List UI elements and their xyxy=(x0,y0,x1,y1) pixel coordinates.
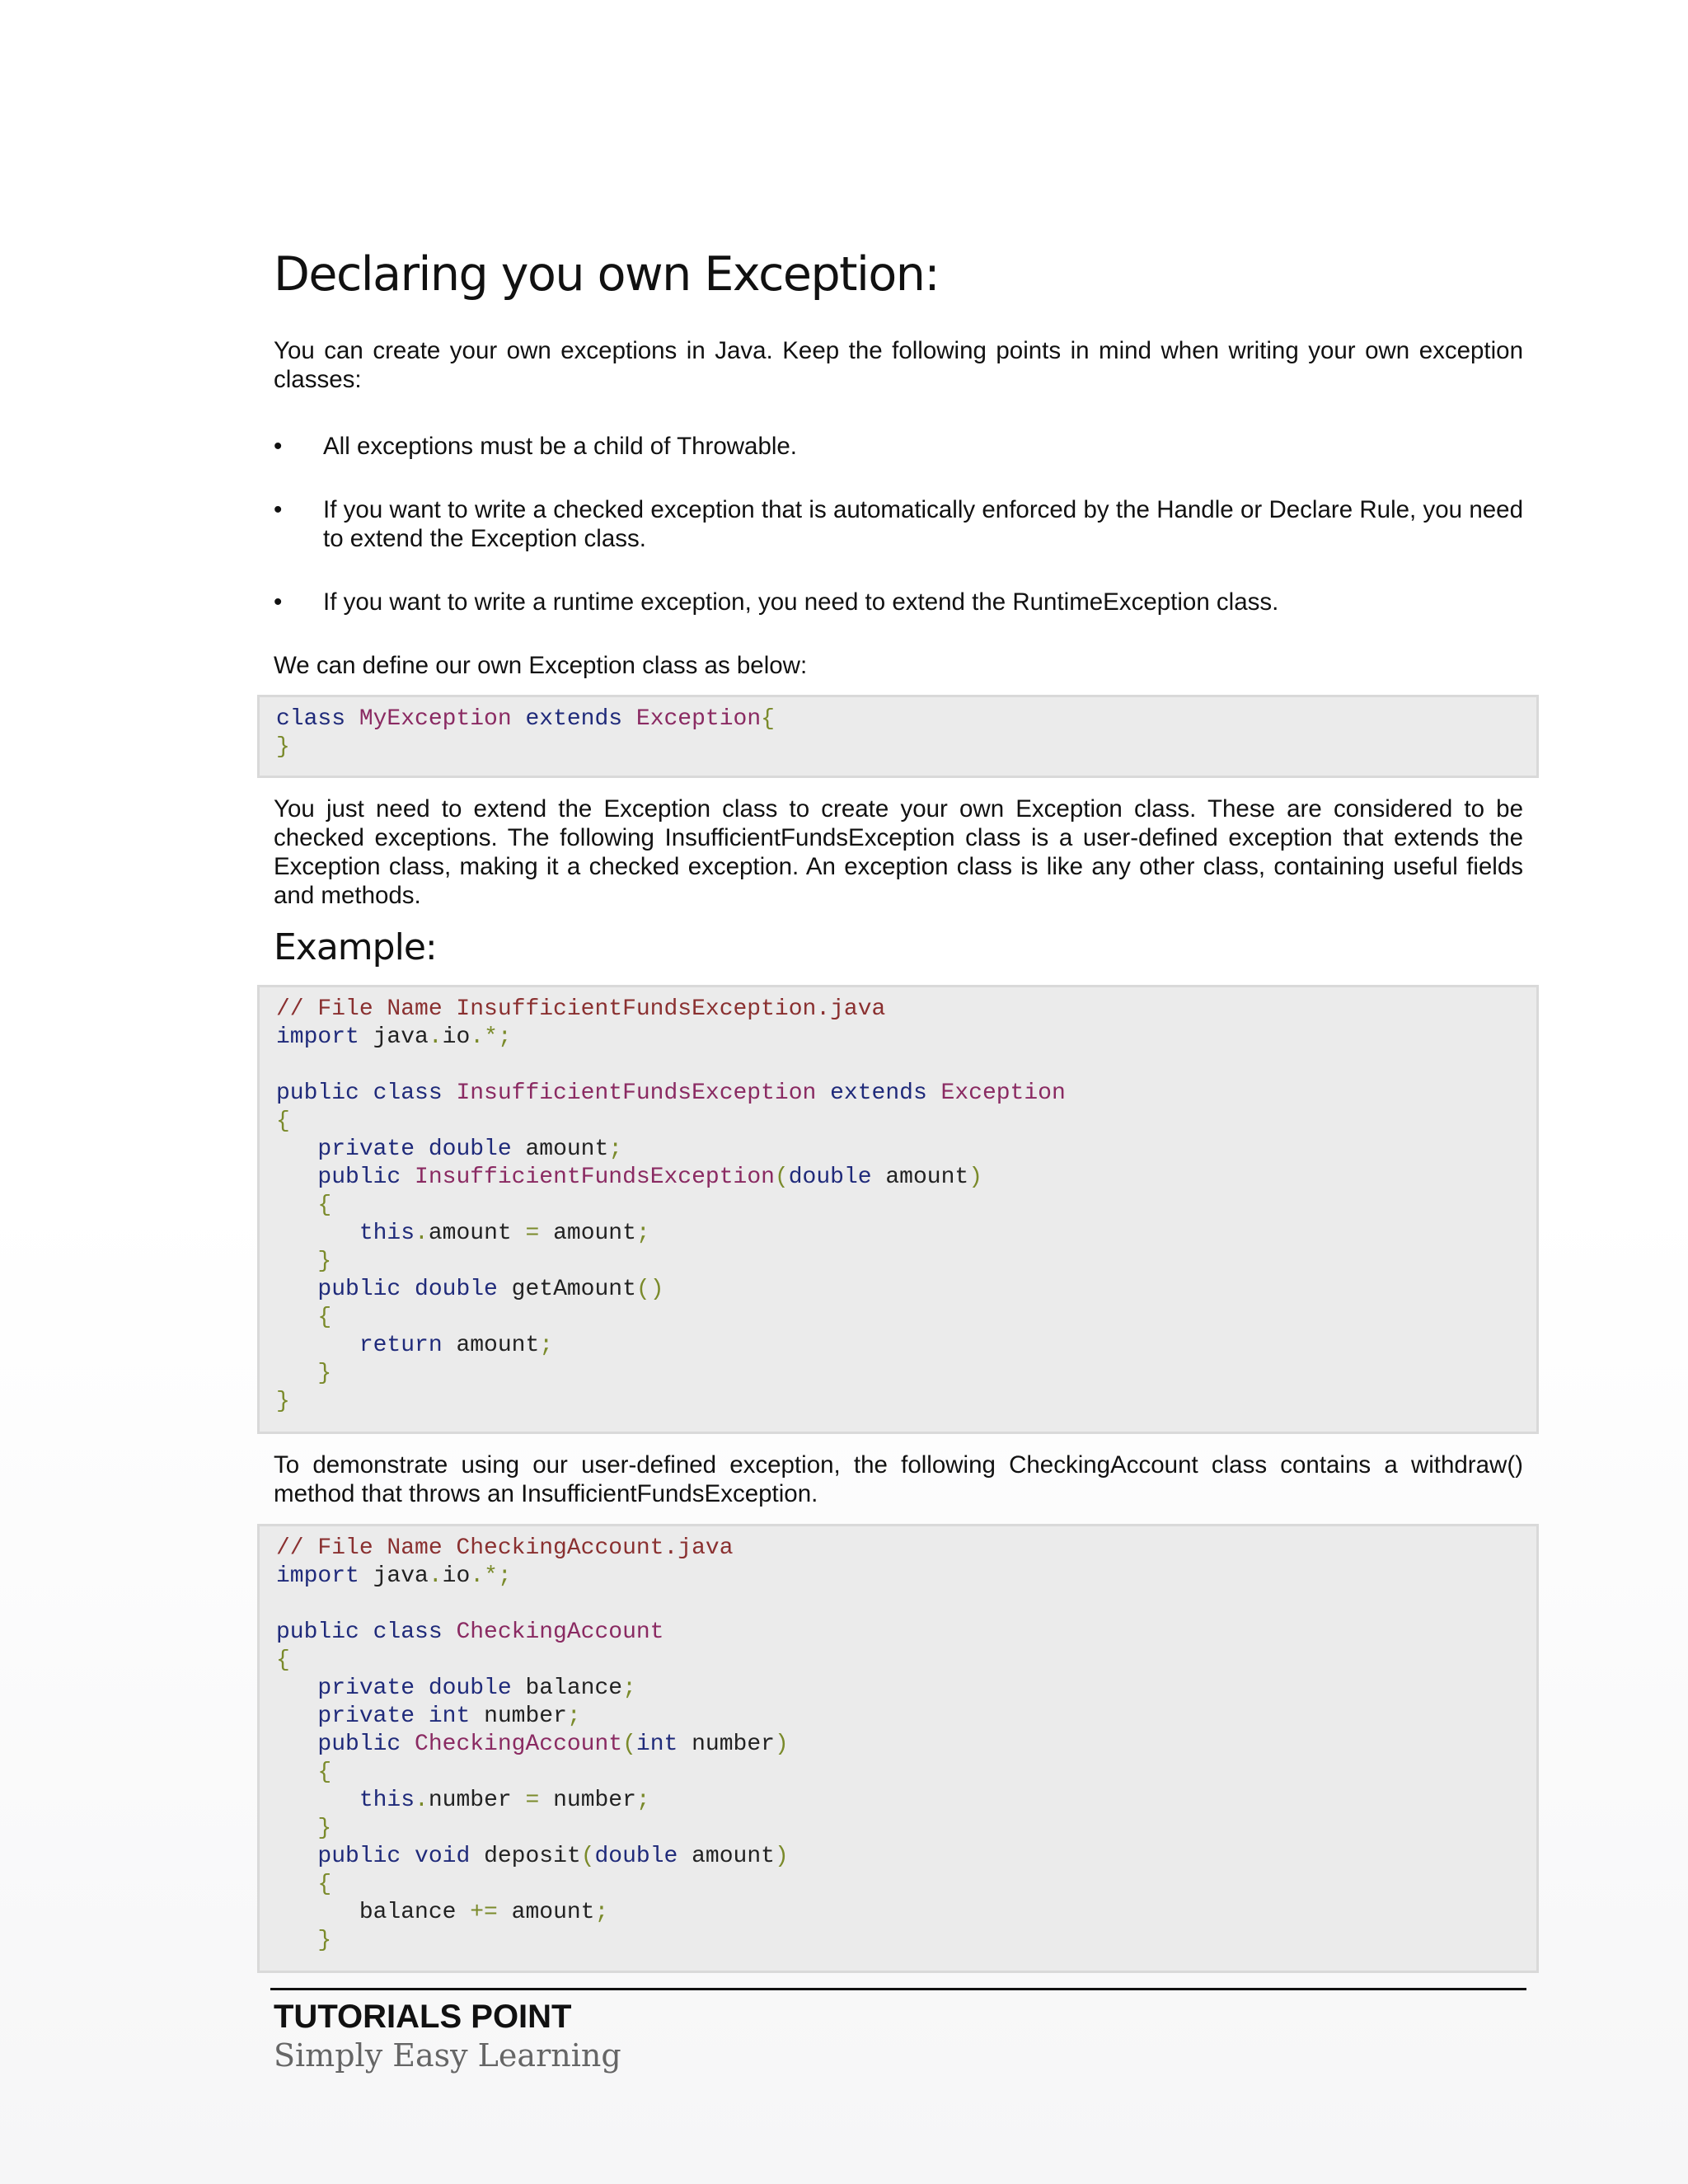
code-token: public double xyxy=(317,1277,512,1302)
code-block-checkingaccount xyxy=(257,1524,1539,1973)
code-token xyxy=(276,1137,317,1162)
code-line xyxy=(276,1360,1536,1388)
list-item xyxy=(274,495,1523,553)
code-token: io xyxy=(442,1563,471,1589)
code-token: ) xyxy=(774,1732,789,1757)
code-token: } xyxy=(317,1361,332,1386)
code-token: += xyxy=(470,1900,512,1925)
code-token: double xyxy=(594,1844,692,1869)
code-token: InsufficientFundsException xyxy=(415,1165,775,1190)
code-token xyxy=(276,1928,317,1953)
code-token: public class xyxy=(276,1619,457,1645)
code-token: } xyxy=(276,1389,290,1414)
explain-paragraph: You just need to extend the Exception class to create your own Exception class. These are considered to be checked exceptions. The following InsufficientFundsException class is a user-defined exception that extends the Exception class, making it a checked exception. An exception class is like any other class, containing useful fields and methods. xyxy=(274,795,1523,909)
code-token: private double xyxy=(317,1675,526,1701)
code-token xyxy=(276,1788,359,1813)
define-paragraph: We can define our own Exception class as below: xyxy=(274,652,808,679)
code-token: ; xyxy=(539,1333,554,1358)
code-token: = xyxy=(525,1221,554,1246)
code-token: ; xyxy=(608,1137,623,1162)
code-line xyxy=(276,1248,1536,1276)
code-token: private double xyxy=(317,1137,526,1162)
code-token: deposit xyxy=(484,1844,581,1869)
footer-tagline: Simply Easy Learning xyxy=(274,2037,621,2074)
code-token: import xyxy=(276,1024,373,1050)
code-token: .*; xyxy=(470,1024,512,1050)
code-line xyxy=(276,1192,1536,1220)
code-token xyxy=(276,1732,317,1757)
code-line xyxy=(276,1136,1536,1164)
code-token: io xyxy=(442,1024,471,1050)
code-line xyxy=(276,1220,1536,1248)
code-token: // File Name CheckingAccount.java xyxy=(276,1535,734,1561)
code-token: number xyxy=(484,1704,567,1729)
bullet-icon: • xyxy=(274,588,283,616)
code-token: { xyxy=(317,1305,332,1330)
code-line xyxy=(276,1052,1536,1080)
code-token: amount xyxy=(553,1221,636,1246)
code-token xyxy=(276,1760,317,1785)
code-line xyxy=(276,996,1536,1024)
code-token xyxy=(276,1193,317,1218)
code-token: CheckingAccount xyxy=(456,1619,664,1645)
code-token: { xyxy=(317,1872,332,1897)
code-token: Exception xyxy=(940,1080,1066,1106)
code-token: ( xyxy=(580,1844,595,1869)
code-line xyxy=(276,1304,1536,1332)
code-token: amount xyxy=(511,1900,595,1925)
list-item-text: If you want to write a runtime exception, you need to extend the RuntimeException class. xyxy=(323,588,1279,616)
code-line xyxy=(276,1388,1536,1416)
code-block-myexception xyxy=(257,695,1539,778)
code-line xyxy=(276,1871,1536,1899)
code-line xyxy=(276,733,1536,762)
code-token: } xyxy=(317,1928,332,1953)
code-token: ; xyxy=(635,1788,650,1813)
code-line xyxy=(276,1332,1536,1360)
intro-paragraph: You can create your own exceptions in Java. Keep the following points in mind when writing your own exception classes: xyxy=(274,337,1523,393)
code-token: { xyxy=(317,1193,332,1218)
code-token xyxy=(276,1165,317,1190)
code-line xyxy=(276,1675,1536,1703)
code-token xyxy=(276,1249,317,1274)
code-line xyxy=(276,1024,1536,1052)
code-token: amount xyxy=(456,1333,540,1358)
code-token xyxy=(276,1361,317,1386)
code-token xyxy=(276,1221,359,1246)
code-token: java xyxy=(373,1024,429,1050)
code-line xyxy=(276,1108,1536,1136)
code-token: ; xyxy=(594,1900,609,1925)
code-token: () xyxy=(635,1277,664,1302)
code-line xyxy=(276,1591,1536,1619)
code-token: ( xyxy=(622,1732,636,1757)
code-line xyxy=(276,1843,1536,1871)
code-token: import xyxy=(276,1563,373,1589)
code-token: . xyxy=(415,1788,429,1813)
footer-brand: TUTORIALS POINT xyxy=(274,1999,572,2035)
code-token: amount xyxy=(428,1221,526,1246)
code-token: number xyxy=(692,1732,775,1757)
code-token xyxy=(276,1305,317,1330)
code-token: public class xyxy=(276,1080,457,1106)
code-token: this xyxy=(359,1221,415,1246)
code-token: } xyxy=(317,1816,332,1841)
code-token: public xyxy=(317,1165,415,1190)
bullet-icon: • xyxy=(274,496,283,523)
code-token: { xyxy=(276,1108,290,1134)
code-token: public xyxy=(317,1732,415,1757)
code-token: MyException xyxy=(359,706,526,732)
code-token: InsufficientFundsException xyxy=(456,1080,831,1106)
bullet-icon: • xyxy=(274,433,283,460)
code-token xyxy=(276,1872,317,1897)
code-token: balance xyxy=(525,1675,623,1701)
code-token: number xyxy=(428,1788,526,1813)
code-token: . xyxy=(415,1221,429,1246)
code-token: class xyxy=(276,706,359,732)
code-line xyxy=(276,1787,1536,1815)
code-line xyxy=(276,1535,1536,1563)
code-token: int xyxy=(635,1732,692,1757)
code-line xyxy=(276,705,1536,733)
code-token: amount xyxy=(692,1844,775,1869)
code-token: ; xyxy=(622,1675,636,1701)
code-token: number xyxy=(553,1788,636,1813)
code-token: . xyxy=(428,1024,443,1050)
code-token xyxy=(276,1277,317,1302)
list-item xyxy=(274,432,1523,461)
code-token xyxy=(276,1704,317,1729)
code-token: ; xyxy=(635,1221,650,1246)
code-token: this xyxy=(359,1788,415,1813)
code-line xyxy=(276,1563,1536,1591)
code-line xyxy=(276,1815,1536,1843)
code-token: = xyxy=(525,1788,554,1813)
code-token: { xyxy=(276,1647,290,1673)
code-line xyxy=(276,1927,1536,1955)
code-line xyxy=(276,1164,1536,1192)
code-token xyxy=(276,1675,317,1701)
code-line xyxy=(276,1731,1536,1759)
code-token xyxy=(276,1816,317,1841)
code-token: Exception xyxy=(635,706,762,732)
code-token xyxy=(276,1844,317,1869)
code-token: getAmount xyxy=(511,1277,636,1302)
code-line xyxy=(276,1703,1536,1731)
code-token: ) xyxy=(774,1844,789,1869)
list-item-text: All exceptions must be a child of Throwable. xyxy=(323,433,798,460)
code-line xyxy=(276,1080,1536,1108)
code-token: amount xyxy=(525,1137,609,1162)
code-line xyxy=(276,1899,1536,1927)
code-token: public void xyxy=(317,1844,485,1869)
code-token: return xyxy=(359,1333,457,1358)
code-token: balance xyxy=(276,1900,471,1925)
code-token: ( xyxy=(774,1165,789,1190)
code-token: // File Name InsufficientFundsException.java xyxy=(276,996,886,1022)
code-token: CheckingAccount xyxy=(415,1732,623,1757)
code-token: ; xyxy=(566,1704,581,1729)
code-token: ) xyxy=(968,1165,982,1190)
example-heading: Example: xyxy=(274,926,437,968)
code-line xyxy=(276,1619,1536,1647)
code-token: amount xyxy=(885,1165,969,1190)
code-token: { xyxy=(317,1760,332,1785)
code-line xyxy=(276,1276,1536,1304)
code-token: } xyxy=(276,734,290,760)
code-token: java xyxy=(373,1563,429,1589)
code-token: .*; xyxy=(470,1563,512,1589)
code-token: extends xyxy=(525,706,636,732)
code-line xyxy=(276,1759,1536,1787)
code-token xyxy=(276,1333,359,1358)
demo-paragraph: To demonstrate using our user-defined exception, the following CheckingAccount class contains a withdraw() method that throws an InsufficientFundsException. xyxy=(274,1451,1523,1507)
list-item-text: If you want to write a checked exception that is automatically enforced by the Handle or Declare Rule, you need to extend the Exception class. xyxy=(323,496,1523,552)
code-token: { xyxy=(761,706,775,732)
footer-divider xyxy=(270,1988,1526,1990)
code-token: private int xyxy=(317,1704,485,1729)
code-token: } xyxy=(317,1249,332,1274)
list-item xyxy=(274,588,1523,616)
code-block-insufficientfunds xyxy=(257,985,1539,1434)
page-title: Declaring you own Exception: xyxy=(274,247,940,302)
code-token: double xyxy=(788,1165,886,1190)
code-token: . xyxy=(428,1563,443,1589)
code-line xyxy=(276,1647,1536,1675)
code-token: extends xyxy=(830,1080,941,1106)
